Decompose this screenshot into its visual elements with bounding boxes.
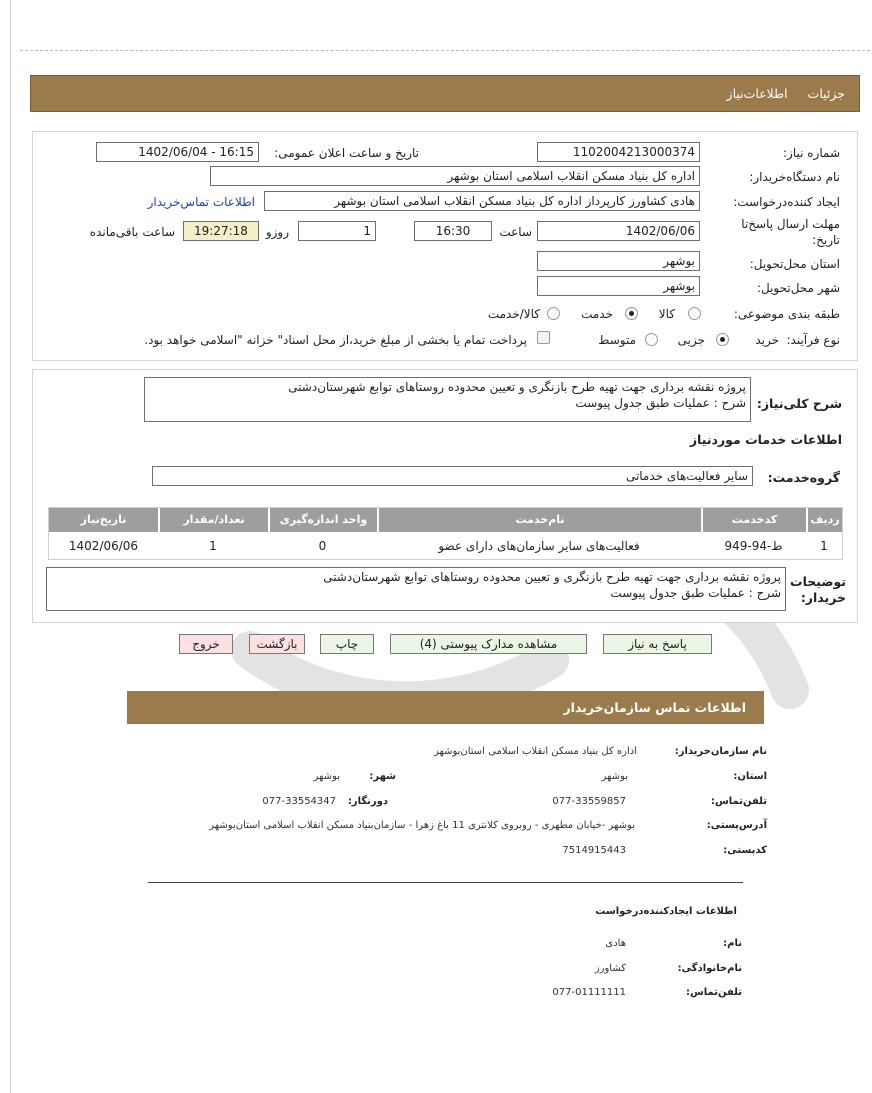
creator-family-value: کشاورز xyxy=(594,963,626,974)
province-field: بوشهر xyxy=(537,251,700,271)
category-service-radio[interactable] xyxy=(625,307,638,320)
contact-phone-value: 077-33559857 xyxy=(552,796,626,807)
back-button[interactable]: بازگشت xyxy=(249,634,305,654)
province-label: استان محل‌تحویل: xyxy=(749,257,840,271)
contact-postal-label: کدپستی: xyxy=(723,845,767,856)
remaining-label: ساعت باقی‌مانده xyxy=(89,225,175,239)
cell-name: فعالیت‌های سایر سازمان‌های دارای عضو xyxy=(438,539,640,553)
buyer-notes-line-1: پروژه نقشه برداری جهت تهیه طرح بازنگری و تعیین محدوده روستاهای توابع شهرستان‌دشتی xyxy=(323,570,781,584)
service-group-field: سایر فعالیت‌های خدماتی xyxy=(152,466,753,486)
category-goods-label: کالا xyxy=(658,307,675,321)
attachments-button[interactable]: مشاهده مدارک پیوستی (4) xyxy=(390,634,587,654)
col-qty: تعداد/مقدار xyxy=(158,508,268,532)
services-title: اطلاعات خدمات موردنیاز xyxy=(689,432,842,447)
summary-line-2: شرح : عملیات طبق جدول پیوست xyxy=(575,396,746,410)
creator-family-label: نام‌خانوادگی: xyxy=(677,963,742,974)
payment-note: پرداخت تمام یا بخشی از مبلغ خرید،از محل اسناد" خزانه "اسلامی خواهد بود. xyxy=(144,333,527,347)
process-minor-label: جزیی xyxy=(677,333,705,347)
contact-fax-value: 077-33554347 xyxy=(262,796,336,807)
col-name: نام‌خدمت xyxy=(377,508,701,532)
summary-line-1: پروژه نقشه برداری جهت تهیه طرح بازنگری و تعیین محدوده روستاهای توابع شهرستان‌دشتی xyxy=(288,380,746,394)
category-both-label: کالا/خدمت xyxy=(487,307,540,321)
cell-row: 1 xyxy=(820,539,828,553)
time-label: ساعت xyxy=(499,225,532,239)
category-label: طبقه بندی موضوعی: xyxy=(733,307,840,321)
creator-name-label: نام: xyxy=(723,938,742,949)
contact-org-label: نام سازمان‌خریدار: xyxy=(674,746,767,757)
category-service-label: خدمت xyxy=(581,307,613,321)
creator-label: ایجاد کننده‌درخواست: xyxy=(733,195,840,209)
contact-section-title: اطلاعات تماس سازمان‌خریدار xyxy=(127,691,764,724)
col-unit: واحد اندازه‌گیری xyxy=(268,508,377,532)
category-goods-radio[interactable] xyxy=(688,307,701,320)
process-buy-label: خرید xyxy=(755,333,779,347)
contact-org-value: اداره کل بنیاد مسکن انقلاب اسلامی استان‌بوشهر xyxy=(433,746,637,757)
process-medium-label: متوسط xyxy=(598,333,636,347)
reply-button[interactable]: پاسخ به نیاز xyxy=(603,634,712,654)
tab-details[interactable]: جزئیات xyxy=(807,86,845,101)
services-table xyxy=(48,507,843,560)
contact-fax-label: دورنگار: xyxy=(347,796,388,807)
service-group-label: گروه‌خدمت: xyxy=(767,470,840,485)
contact-province-label: استان: xyxy=(733,771,767,782)
top-divider xyxy=(20,50,870,51)
city-field: بوشهر xyxy=(537,276,700,296)
need-number-label: شماره نیاز: xyxy=(783,146,840,160)
need-number-field: 1102004213000374 xyxy=(537,142,700,162)
contact-address-value: بوشهر -خیابان مطهری - روبروی کلانتری 11 باغ زهرا - سازمان‌بنیاد مسکن انقلاب اسلامی استان‌بوشهر xyxy=(209,820,635,831)
buyer-notes-box xyxy=(46,567,786,611)
creator-phone-label: تلفن‌تماس: xyxy=(685,987,742,998)
col-row: ردیف xyxy=(806,508,842,532)
creator-phone-value: 077-01111111 xyxy=(552,987,626,998)
contact-city-label: شهر: xyxy=(369,771,396,782)
cell-code: ط-94-949 xyxy=(724,539,783,553)
cell-unit: 0 xyxy=(318,539,327,553)
days-field: 1 xyxy=(298,221,376,241)
creator-section-title: اطلاعات ایجادکننده‌درخواست xyxy=(595,906,737,917)
summary-label: شرح کلی‌نیاز: xyxy=(756,396,842,411)
deadline-label: مهلت ارسال پاسخ‌تا تاریخ: xyxy=(741,217,840,247)
contact-postal-value: 7514915443 xyxy=(562,845,626,856)
tab-need-info[interactable]: اطلاعات‌نیاز xyxy=(726,86,788,101)
category-both-radio[interactable] xyxy=(547,307,560,320)
table-row xyxy=(49,535,842,557)
contact-city-value: بوشهر xyxy=(313,771,340,782)
col-code: کدخدمت xyxy=(701,508,806,532)
contact-province-value: بوشهر xyxy=(601,771,628,782)
process-label: نوع فرآیند: xyxy=(786,333,840,347)
process-medium-radio[interactable] xyxy=(645,333,658,346)
contact-phone-label: تلفن‌تماس: xyxy=(710,796,767,807)
process-minor-radio[interactable] xyxy=(716,333,729,346)
deadline-time-field: 16:30 xyxy=(414,221,492,241)
summary-box xyxy=(144,377,751,422)
payment-checkbox[interactable] xyxy=(537,331,550,344)
cell-date: 1402/06/06 xyxy=(68,539,139,553)
exit-button[interactable]: خروج xyxy=(179,634,233,654)
announce-field: 1402/06/04 - 16:15 xyxy=(96,142,259,162)
contact-address-label: آدرس‌پستی: xyxy=(706,820,767,831)
buyer-notes-label: توضیحات خریدار: xyxy=(790,574,846,605)
buyer-org-label: نام دستگاه‌خریدار: xyxy=(749,170,840,184)
city-label: شهر محل‌تحویل: xyxy=(756,281,840,295)
creator-field: هادی کشاورز کارپرداز اداره کل بنیاد مسکن انقلاب اسلامی استان بوشهر xyxy=(264,191,700,211)
remaining-time-field: 19:27:18 xyxy=(183,221,259,241)
buyer-notes-line-2: شرح : عملیات طبق جدول پیوست xyxy=(610,586,781,600)
creator-name-value: هادی xyxy=(605,938,626,949)
days-label: روزو xyxy=(265,225,289,239)
col-date: تاریخ‌نیاز xyxy=(49,508,158,532)
deadline-date-field: 1402/06/06 xyxy=(537,221,700,241)
page-title-bar xyxy=(30,75,860,112)
buyer-org-field: اداره کل بنیاد مسکن انقلاب اسلامی استان بوشهر xyxy=(210,166,700,186)
buyer-contact-link[interactable]: اطلاعات تماس‌خریدار xyxy=(147,195,255,209)
contact-divider xyxy=(148,882,743,883)
print-button[interactable]: چاپ xyxy=(320,634,374,654)
cell-qty: 1 xyxy=(209,539,217,553)
page-left-border xyxy=(10,0,11,1093)
announce-label: تاریخ و ساعت اعلان عمومی: xyxy=(274,146,419,160)
